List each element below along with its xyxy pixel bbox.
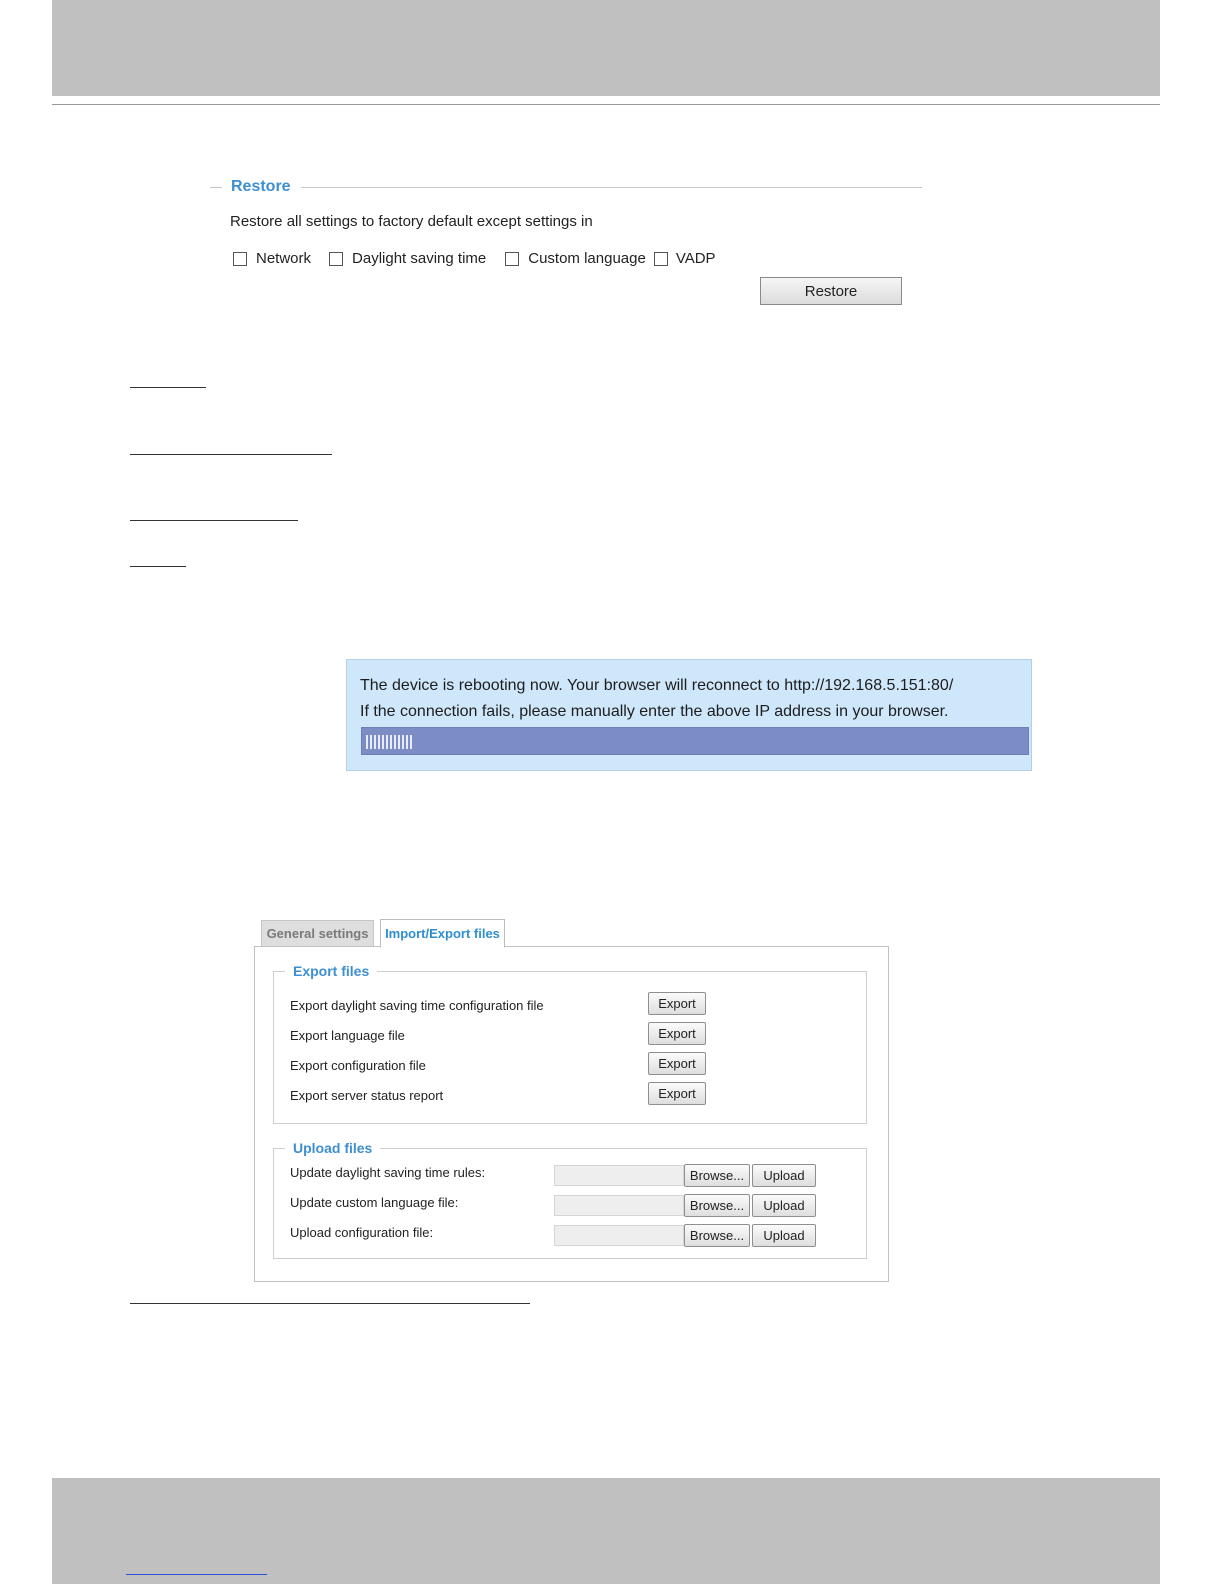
restore-legend-line-left <box>210 187 222 188</box>
vadp-option[interactable] <box>654 250 716 267</box>
restore-legend-line-right <box>301 187 922 188</box>
export-row-label: Export server status report <box>290 1088 444 1103</box>
language-browse-button[interactable]: Browse... <box>684 1194 750 1217</box>
restore-options <box>233 250 716 267</box>
reboot-message-line2: If the connection fails, please manually enter the above IP address in your browser. <box>360 703 949 720</box>
export-configuration-button[interactable]: Export <box>648 1052 706 1075</box>
configuration-upload-button[interactable]: Upload <box>752 1224 816 1247</box>
header-bar <box>52 0 1160 96</box>
tab-import-export-files[interactable]: Import/Export files <box>380 919 505 948</box>
configuration-file-input[interactable] <box>554 1225 684 1246</box>
dst-rules-upload-button[interactable]: Upload <box>752 1164 816 1187</box>
footer-bar <box>52 1478 1160 1584</box>
daylight-saving-option[interactable] <box>329 250 486 267</box>
custom-language-checkbox[interactable] <box>505 252 519 266</box>
network-option-label: Network <box>256 250 312 267</box>
footer-link-underline[interactable] <box>126 1574 267 1575</box>
language-file-input[interactable] <box>554 1195 684 1216</box>
restore-section-title: Restore <box>231 178 291 195</box>
network-checkbox[interactable] <box>233 252 247 266</box>
restore-button[interactable]: Restore <box>760 277 902 305</box>
underline-stub <box>130 454 332 455</box>
upload-row-label: Update daylight saving time rules: <box>290 1165 486 1180</box>
restore-description: Restore all settings to factory default except settings in <box>230 213 593 230</box>
export-row-label: Export language file <box>290 1028 405 1043</box>
underline-stub <box>130 520 298 521</box>
reboot-progress-fill <box>366 735 412 749</box>
export-language-button[interactable]: Export <box>648 1022 706 1045</box>
dst-rules-browse-button[interactable]: Browse... <box>684 1164 750 1187</box>
export-row-label: Export configuration file <box>290 1058 426 1073</box>
export-dst-config-button[interactable]: Export <box>648 992 706 1015</box>
underline-stub <box>130 1303 530 1304</box>
export-status-report-button[interactable]: Export <box>648 1082 706 1105</box>
upload-row-label: Upload configuration file: <box>290 1225 434 1240</box>
underline-stub <box>130 566 186 567</box>
underline-stub <box>130 387 206 388</box>
custom-language-option-label: Custom language <box>528 250 646 267</box>
upload-files-title: Upload files <box>285 1140 380 1156</box>
configuration-browse-button[interactable]: Browse... <box>684 1224 750 1247</box>
daylight-saving-option-label: Daylight saving time <box>352 250 487 267</box>
header-divider <box>52 104 1160 105</box>
export-files-title: Export files <box>285 963 377 979</box>
vadp-checkbox[interactable] <box>654 252 668 266</box>
network-option[interactable] <box>233 250 311 267</box>
dst-rules-file-input[interactable] <box>554 1165 684 1186</box>
export-row-label: Export daylight saving time configuration file <box>290 998 544 1013</box>
tab-general-settings[interactable]: General settings <box>261 920 374 947</box>
reboot-message-line1: The device is rebooting now. Your browser will reconnect to http://192.168.5.151:80/ <box>360 677 954 694</box>
custom-language-option[interactable] <box>505 250 646 267</box>
reboot-message-box <box>346 659 1032 771</box>
daylight-saving-checkbox[interactable] <box>329 252 343 266</box>
upload-row-label: Update custom language file: <box>290 1195 459 1210</box>
language-upload-button[interactable]: Upload <box>752 1194 816 1217</box>
vadp-option-label: VADP <box>675 250 716 267</box>
reboot-progress-bar <box>361 727 1029 755</box>
